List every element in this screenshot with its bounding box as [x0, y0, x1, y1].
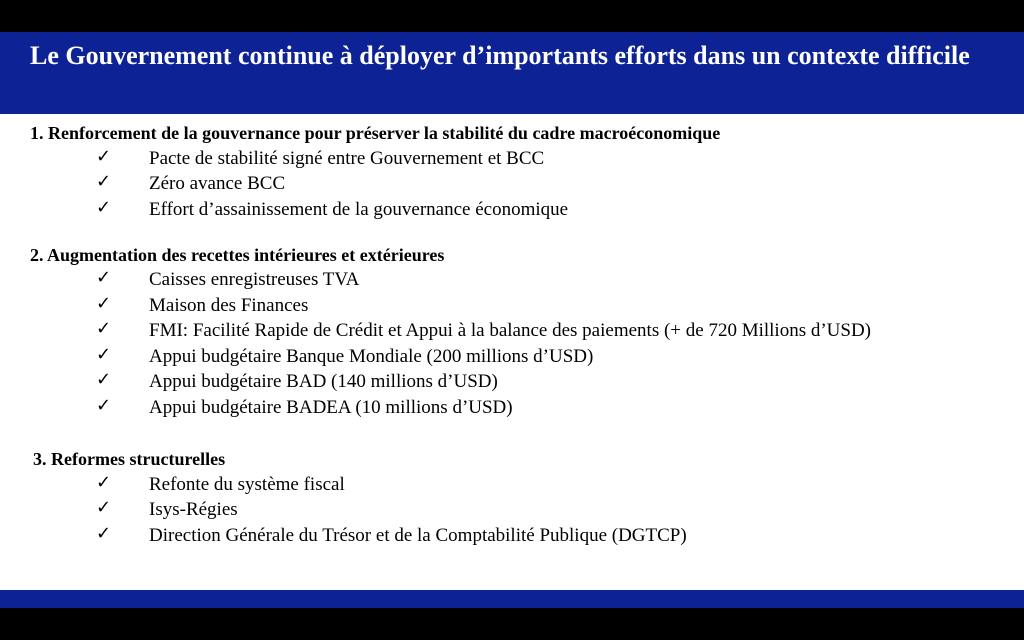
list-item-label: Zéro avance BCC [149, 173, 286, 194]
list-item-label: FMI: Facilité Rapide de Crédit et Appui à la balance des paiements (+ de 720 Millions d’USD) [149, 320, 872, 341]
footer-bar [0, 590, 1024, 608]
section-heading-3: 3. Reformes structurelles [33, 449, 226, 469]
check-icon: ✓ [96, 171, 112, 192]
check-icon: ✓ [96, 344, 112, 365]
check-icon: ✓ [96, 267, 112, 288]
check-icon: ✓ [96, 293, 112, 314]
check-icon: ✓ [96, 395, 112, 416]
list-item-label: Appui budgétaire BAD (140 millions d’USD) [149, 371, 498, 392]
list-item-label: Effort d’assainissement de la gouvernance économique [149, 199, 569, 220]
check-icon: ✓ [96, 318, 112, 339]
list-item-label: Direction Générale du Trésor et de la Comptabilité Publique (DGTCP) [149, 525, 687, 546]
title-bar [0, 32, 1024, 114]
check-icon: ✓ [96, 146, 112, 167]
list-item-label: Pacte de stabilité signé entre Gouvernement et BCC [149, 148, 545, 169]
check-icon: ✓ [96, 369, 112, 390]
slide-title: Le Gouvernement continue à déployer d’importants efforts dans un contexte difficile [30, 41, 970, 70]
check-icon: ✓ [96, 197, 112, 218]
list-item-label: Maison des Finances [149, 295, 309, 316]
check-icon: ✓ [96, 497, 112, 518]
list-item-label: Refonte du système fiscal [149, 474, 345, 495]
list-item-label: Appui budgétaire Banque Mondiale (200 millions d’USD) [149, 346, 594, 367]
list-item-label: Isys-Régies [149, 499, 238, 520]
section-heading-2: 2. Augmentation des recettes intérieures et extérieures [30, 245, 445, 265]
section-heading-1: 1. Renforcement de la gouvernance pour préserver la stabilité du cadre macroéconomique [30, 123, 721, 143]
check-icon: ✓ [96, 472, 112, 493]
list-item-label: Caisses enregistreuses TVA [149, 269, 360, 290]
list-item-label: Appui budgétaire BADEA (10 millions d’USD) [149, 397, 513, 418]
check-icon: ✓ [96, 523, 112, 544]
slide [0, 32, 1024, 608]
